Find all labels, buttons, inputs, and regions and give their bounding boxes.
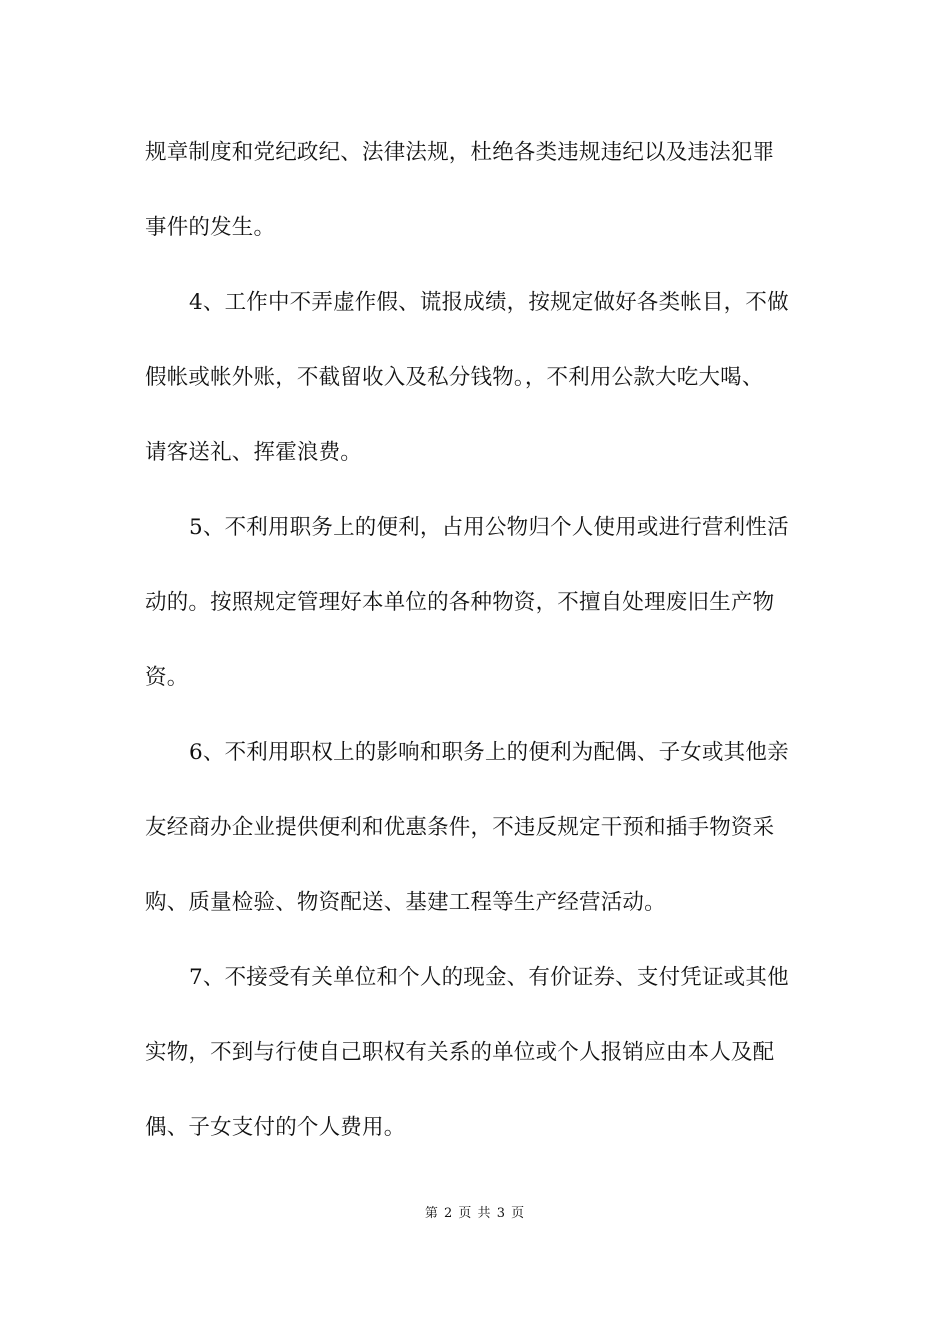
text-line: 7、不接受有关单位和个人的现金、有价证券、支付凭证或其他 <box>189 965 789 990</box>
text-line: 假帐或帐外账，不截留收入及私分钱物。，不利用公款大吃大喝、 <box>145 365 764 390</box>
text-line: 4、工作中不弄虚作假、谎报成绩，按规定做好各类帐目，不做 <box>189 290 789 315</box>
text-line: 友经商办企业提供便利和优惠条件，不违反规定干预和插手物资采 <box>145 815 775 840</box>
text-line: 购、质量检验、物资配送、基建工程等生产经营活动。 <box>145 890 666 915</box>
text-line: 资。 <box>145 665 189 690</box>
text-line: 规章制度和党纪政纪、法律法规，杜绝各类违规违纪以及违法犯罪 <box>145 140 775 165</box>
text-line: 偶、子女支付的个人费用。 <box>145 1115 406 1140</box>
text-line: 实物，不到与行使自己职权有关系的单位或个人报销应由本人及配 <box>145 1040 775 1065</box>
text-line: 6、不利用职权上的影响和职务上的便利为配偶、子女或其他亲 <box>189 740 789 765</box>
text-line: 请客送礼、挥霍浪费。 <box>145 440 363 465</box>
page-footer <box>0 1205 950 1223</box>
text-line: 动的。按照规定管理好本单位的各种物资，不擅自处理废旧生产物 <box>145 590 775 615</box>
text-line: 事件的发生。 <box>145 215 276 240</box>
text-line: 5、不利用职务上的便利，占用公物归个人使用或进行营利性活 <box>189 515 789 540</box>
page-number-label: 第 2 页 共 3 页 <box>424 1206 526 1221</box>
